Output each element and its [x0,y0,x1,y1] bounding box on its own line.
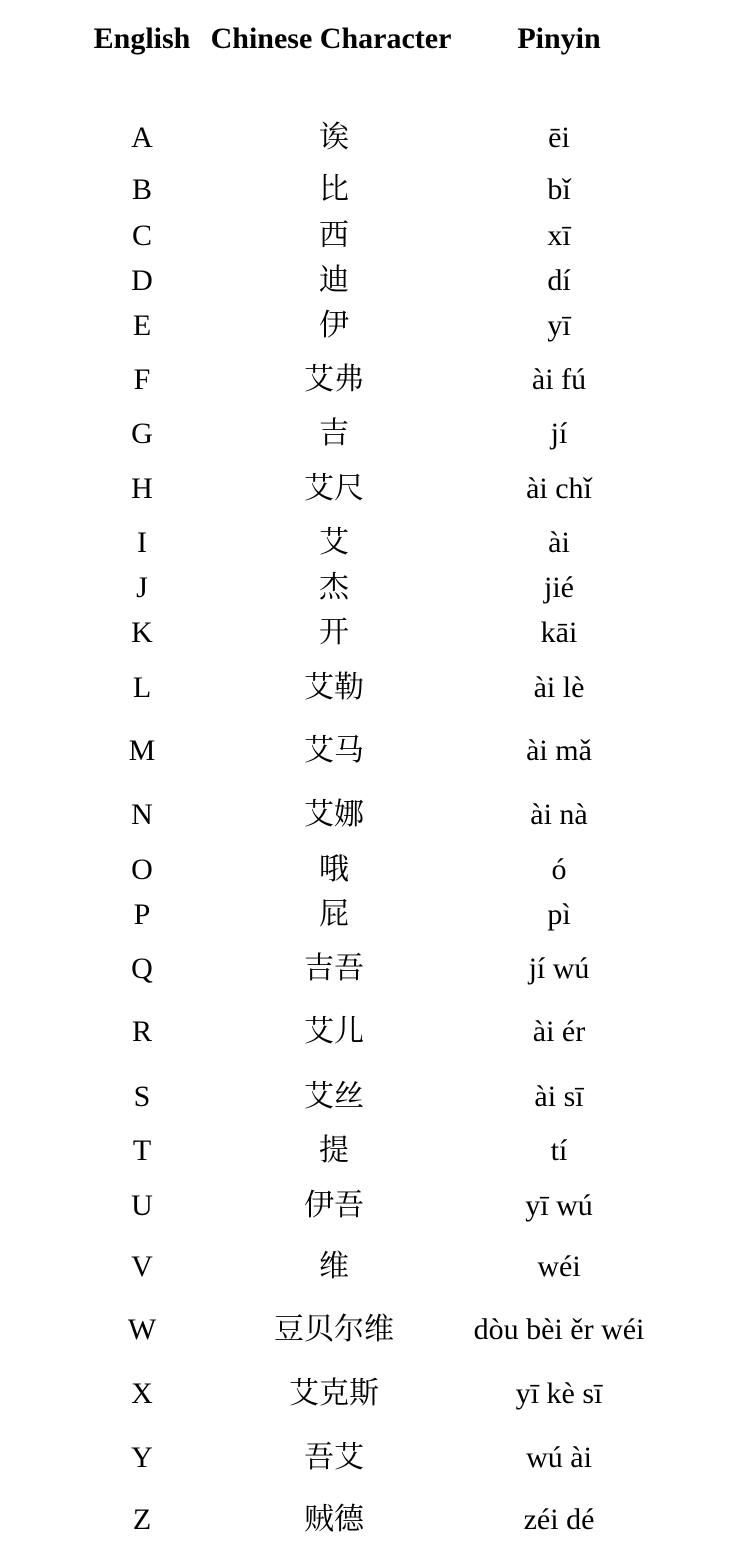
english-cell: D [131,264,153,297]
chinese-cell: 艾弗 [304,362,364,397]
english-cell: Q [131,952,153,985]
english-cell: V [131,1250,153,1283]
chinese-cell: 伊 [319,308,349,343]
english-cell: F [133,363,151,396]
english-cell: S [133,1080,151,1113]
chinese-cell: 哦 [319,852,349,887]
chinese-cell: 艾马 [304,733,364,768]
header-chinese-character: Chinese Character [210,22,452,55]
pinyin-cell: ài fú [531,363,587,396]
pinyin-cell: jí [550,417,568,450]
header-pinyin: Pinyin [517,22,601,55]
header-english: English [93,22,191,55]
pinyin-cell: tí [550,1134,568,1167]
english-cell: L [132,671,152,704]
english-cell: O [131,853,153,886]
english-cell: J [136,571,148,604]
chinese-cell: 贼德 [304,1502,364,1537]
chinese-cell: 比 [319,172,349,207]
pinyin-cell: zéi dé [523,1503,595,1536]
pinyin-cell: yī kè sī [515,1377,603,1410]
pinyin-cell: bǐ [547,173,571,206]
chinese-cell: 伊吾 [304,1188,364,1223]
chinese-cell: 维 [319,1249,349,1284]
english-cell: B [131,173,153,206]
english-cell: M [128,734,156,767]
pinyin-cell: ēi [548,121,570,154]
pinyin-cell: ài [548,526,570,559]
english-cell: U [131,1189,153,1222]
chinese-cell: 提 [319,1133,349,1168]
chinese-cell: 开 [319,615,349,650]
pinyin-cell: dòu bèi ěr wéi [473,1313,645,1346]
english-cell: R [131,1015,153,1048]
english-cell: I [137,526,147,559]
pinyin-cell: dí [547,264,571,297]
chinese-cell: 艾克斯 [289,1376,379,1411]
pinyin-cell: jí wú [528,952,590,985]
pinyin-cell: yī wú [525,1189,593,1222]
chinese-cell: 吾艾 [304,1440,364,1475]
pinyin-cell: ài lè [533,671,585,704]
english-cell: P [133,898,151,931]
english-cell: H [131,472,153,505]
pinyin-cell: pì [547,898,571,931]
chinese-cell: 艾娜 [304,797,364,832]
chinese-cell: 艾儿 [304,1014,364,1049]
pinyin-cell: wéi [537,1250,581,1283]
chinese-cell: 杰 [319,570,349,605]
chinese-cell: 吉吾 [304,951,364,986]
chinese-cell: 豆贝尔维 [274,1312,394,1347]
pinyin-cell: ó [551,853,567,886]
english-cell: N [131,798,153,831]
chinese-cell: 艾勒 [304,670,364,705]
pinyin-cell: ài ér [532,1015,586,1048]
english-cell: Y [131,1441,153,1474]
pinyin-cell: yī [547,309,571,342]
pinyin-cell: xī [547,219,571,252]
chinese-cell: 西 [319,218,349,253]
english-cell: T [132,1134,152,1167]
pinyin-cell: kāi [540,616,578,649]
english-cell: C [131,219,153,252]
pinyin-cell: ài sī [534,1080,584,1113]
english-cell: G [131,417,153,450]
pinyin-cell: ài mǎ [526,734,592,767]
chinese-cell: 吉 [319,416,349,451]
chinese-cell: 诶 [319,120,349,155]
english-cell: K [131,616,153,649]
chinese-cell: 艾尺 [304,471,364,506]
chinese-cell: 艾 [319,525,349,560]
pinyin-cell: jié [544,571,574,604]
chinese-cell: 艾丝 [304,1079,364,1114]
pinyin-cell: ài chǐ [526,472,592,505]
chinese-cell: 迪 [319,263,349,298]
english-cell: W [127,1313,157,1346]
pinyin-cell: wú ài [526,1441,592,1474]
english-cell: X [131,1377,153,1410]
english-cell: A [131,121,153,154]
chinese-cell: 屁 [319,897,349,932]
english-cell: E [132,309,152,342]
pinyin-cell: ài nà [530,798,588,831]
english-cell: Z [132,1503,152,1536]
